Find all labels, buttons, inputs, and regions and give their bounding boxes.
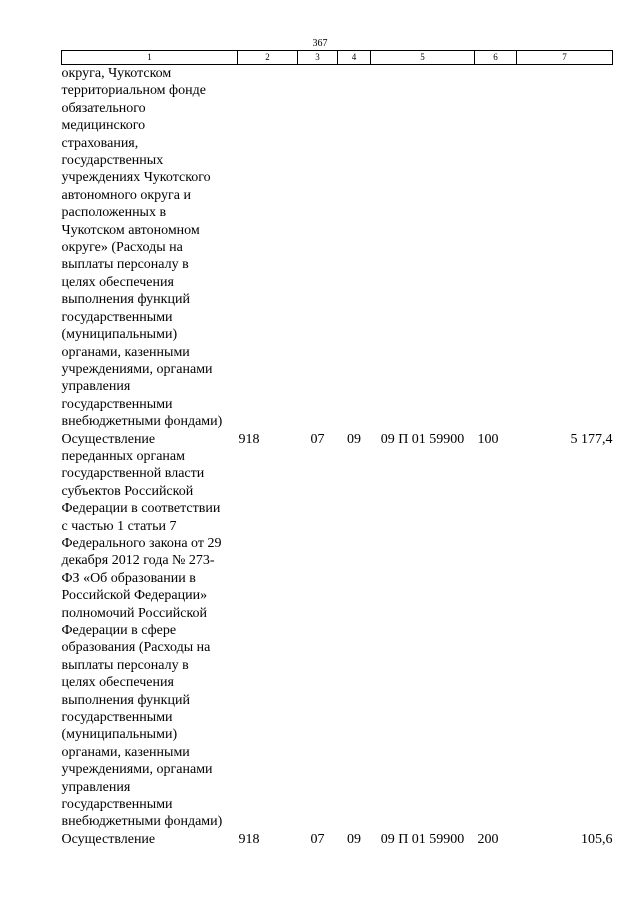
description-line: учреждениях Чукотского [61, 170, 211, 186]
description-line: выполнения функций [61, 292, 190, 308]
column-header-admin: 2 [238, 51, 298, 65]
subsection-code-cell [338, 65, 371, 431]
description-line: Чукотском автономном [61, 222, 200, 238]
description-line: страхования, [61, 135, 139, 151]
description-line: государственными [61, 710, 173, 726]
table-row [62, 831, 613, 848]
admin-code-cell: 918 [238, 431, 260, 447]
amount-cell [517, 65, 613, 431]
description-line: учреждениями, органами [61, 762, 213, 778]
section-code-cell: 07 [310, 431, 325, 447]
description-line: Осуществление [61, 431, 156, 447]
description-line: округа, Чукотском [61, 66, 172, 81]
description-line: округе» (Расходы на [61, 240, 183, 256]
description-line: выполнения функций [61, 692, 190, 708]
section-code-cell: 07 [310, 831, 325, 847]
description-line: государственных [61, 153, 164, 169]
expense-type-cell [475, 65, 517, 431]
expense-type-cell: 100 [477, 431, 499, 447]
subsection-code-cell: 09 [347, 831, 361, 847]
page-number: 367 [312, 38, 328, 49]
amount-cell: 5 177,4 [570, 431, 613, 447]
description-line: государственными [61, 396, 173, 412]
table-body [62, 65, 613, 849]
description-line: медицинского [61, 118, 146, 134]
description-line: образования (Расходы на [61, 640, 211, 656]
section-code-cell [298, 65, 338, 431]
description-line: государственными [61, 797, 173, 813]
column-number-header-row [62, 51, 613, 65]
table-row [62, 431, 613, 831]
column-header-description: 1 [62, 51, 238, 65]
description-line: Федерации в соответствии [61, 501, 221, 517]
description-line: обязательного [61, 100, 146, 116]
description-line: управления [61, 379, 131, 395]
description-line: выплаты персоналу в [61, 257, 189, 273]
description-line: территориальном фонде [61, 83, 206, 99]
description-line: с частью 1 статьи 7 [61, 518, 177, 534]
budget-table [61, 50, 613, 848]
description-line: ФЗ «Об образовании в [61, 570, 196, 586]
article-code-cell: 09 П 01 59900 [380, 831, 465, 847]
description-line: внебюджетными фондами) [61, 414, 223, 430]
amount-cell: 105,6 [581, 831, 613, 847]
description-line: (муниципальными) [61, 727, 178, 743]
description-line: выплаты персоналу в [61, 657, 189, 673]
article-code-cell: 09 П 01 59900 [380, 431, 465, 447]
description-cell [62, 431, 238, 831]
description-line: государственными [61, 309, 173, 325]
expense-type-cell: 200 [477, 831, 499, 847]
description-line: декабря 2012 года № 273- [61, 553, 215, 569]
description-line: Российской Федерации» [61, 588, 208, 604]
article-code-cell [371, 65, 475, 431]
description-line: переданных органам [61, 448, 185, 464]
description-cell [62, 65, 238, 431]
column-header-section: 3 [298, 51, 338, 65]
description-line: Осуществление [61, 831, 156, 847]
description-line: управления [61, 779, 131, 795]
description-line: расположенных в [61, 205, 167, 221]
admin-code-cell: 918 [238, 831, 260, 847]
subsection-code-cell: 09 [347, 431, 361, 447]
column-header-expense-type: 6 [475, 51, 517, 65]
table-row [62, 65, 613, 431]
description-line: Федерации в сфере [61, 623, 177, 638]
description-line: государственной власти [61, 466, 205, 482]
description-cell [62, 831, 238, 848]
column-header-article: 5 [371, 51, 475, 65]
admin-code-cell [238, 65, 298, 431]
description-line: органами, казенными [61, 744, 190, 760]
description-line: субъектов Российской [61, 483, 194, 499]
description-line: целях обеспечения [61, 274, 174, 290]
description-line: учреждениями, органами [61, 361, 213, 377]
description-line: полномочий Российской [61, 605, 208, 621]
description-line: внебюджетными фондами) [61, 814, 223, 830]
description-line: Федерального закона от 29 [61, 535, 222, 551]
description-line: автономного округа и [61, 187, 191, 203]
description-line: органами, казенными [61, 344, 190, 360]
column-header-amount: 7 [517, 51, 613, 65]
description-line: (муниципальными) [61, 327, 178, 343]
column-header-subsection: 4 [338, 51, 371, 65]
description-line: целях обеспечения [61, 675, 174, 691]
